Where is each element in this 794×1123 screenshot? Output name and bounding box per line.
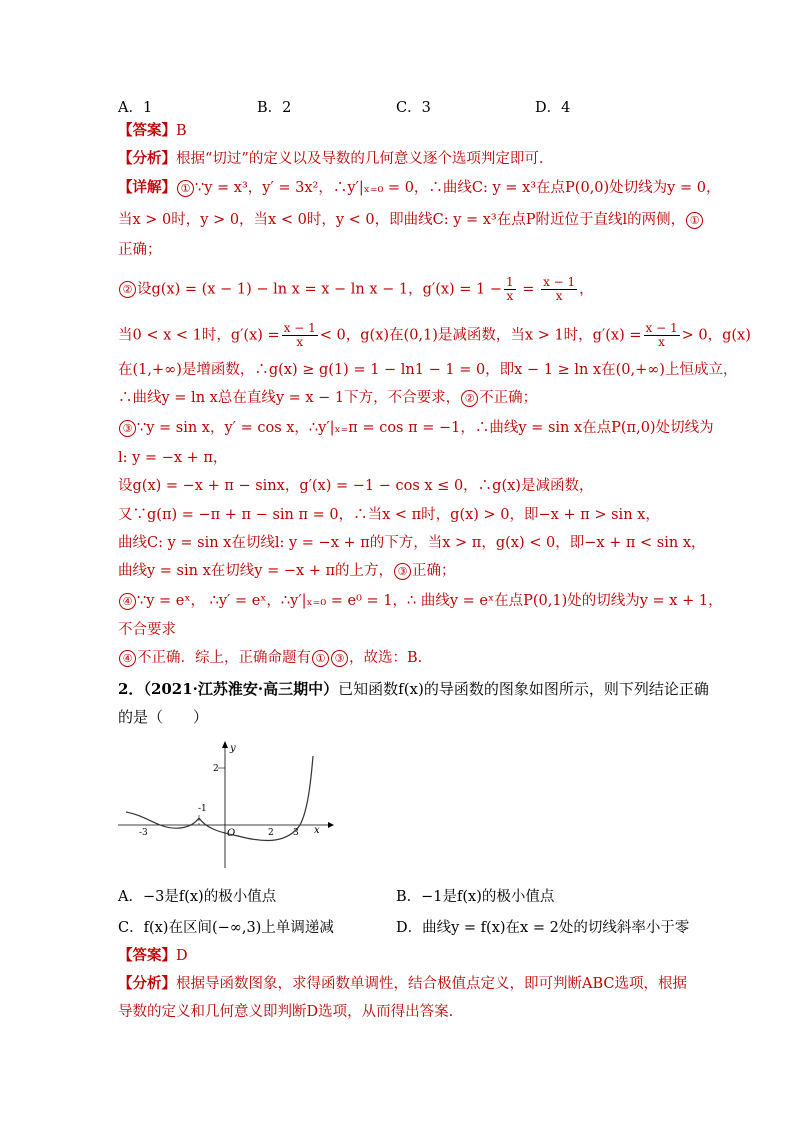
question-source: （2021·江苏淮安·高三期中） (143, 680, 339, 698)
q1-detail-line-5 (118, 322, 751, 349)
q1-detail-line-10 (118, 476, 593, 496)
detail-text: l: y = −x + π， (118, 450, 228, 466)
detail-text: 设g(x) = (x − 1) − ln x = x − ln x − 1，g′(x) = 1 − (137, 281, 503, 298)
circled-2: ② (461, 390, 478, 407)
circled-1: ① (686, 212, 703, 229)
q2-stem-line-1 (118, 679, 709, 699)
q1-option-b: B．2 (257, 100, 292, 116)
x-axis-arrow (328, 822, 334, 828)
circled-1: ① (312, 650, 329, 667)
detail-text: ∵y = sin x，y′ = cos x，∴y′|ₓ₌π = cos π = −1，∴曲线y = sin x在点P(π,0)处切线为 (137, 420, 714, 436)
y-axis-arrow (222, 741, 228, 748)
tick-label: 2 (268, 828, 274, 838)
analysis-text: 根据“切过”的定义以及导数的几何意义逐个选项判定即可. (176, 151, 544, 167)
frac-num: x − 1 (645, 321, 678, 335)
q1-detail-line-16 (118, 648, 422, 668)
analysis-text: 根据导函数图象，求得函数单调性，结合极值点定义，即可判断ABC选项，根据 (176, 976, 687, 992)
q1-detail-line-2 (118, 210, 704, 230)
q1-detail-line-8 (118, 418, 714, 438)
q1-detail-line-14 (118, 591, 723, 611)
fraction (644, 322, 680, 349)
tick-label: -3 (139, 828, 148, 838)
x-axis-label: x (314, 825, 320, 836)
frac-den: x (506, 289, 514, 303)
frac-den: x (296, 335, 304, 349)
q1-option-d: D．4 (535, 100, 571, 116)
circled-4: ④ (119, 593, 136, 610)
circled-4: ④ (119, 650, 136, 667)
frac-den: x (658, 335, 665, 349)
q2-analysis-line-1 (118, 974, 687, 994)
q1-option-a: A．1 (118, 100, 153, 116)
y-axis-label: y (230, 743, 236, 754)
question-stem: 的是（ ） (118, 708, 209, 726)
q1-detail-line-9 (118, 448, 227, 468)
frac-num: x − 1 (543, 275, 576, 289)
detail-text: 又∵g(π) = −π + π − sin π = 0，∴当x < π时，g(x) > 0，即−x + π > sin x， (118, 507, 660, 523)
detail-text: 当0 < x < 1时，g′(x) = (118, 327, 280, 344)
detail-text: 正确； (118, 242, 162, 258)
question-stem: 已知函数f(x)的导函数的图象如图所示，则下列结论正确 (338, 680, 709, 698)
analysis-tag: 【分析】 (118, 150, 176, 167)
frac-num: x − 1 (283, 321, 316, 335)
derivative-graph (118, 740, 338, 870)
detail-text: 不正确．综上，正确命题有 (137, 650, 311, 666)
circled-3: ③ (331, 650, 348, 667)
circled-2: ② (119, 281, 136, 298)
fraction (541, 276, 577, 303)
fraction (282, 322, 318, 349)
detail-text: 在(1,+∞)是增函数，∴g(x) ≥ g(1) = 1 − ln1 − 1 = 0，即x − 1 ≥ ln x在(0,+∞)上恒成立， (118, 362, 738, 378)
q1-option-c: C．3 (396, 100, 431, 116)
detail-text: ∴曲线y = ln x总在直线y = x − 1下方，不合要求， (118, 390, 461, 406)
detail-text: = (517, 281, 540, 298)
origin-label: O (227, 828, 236, 839)
q1-detail-line-7 (118, 388, 537, 408)
circled-3: ③ (394, 563, 411, 580)
analysis-tag: 【分析】 (118, 975, 176, 992)
fraction (504, 276, 516, 303)
detail-text: ∵y = eˣ， ∴y′ = eˣ，∴y′|ₓ₌₀ = e⁰ = 1，∴ 曲线y = eˣ在点P(0,1)处的切线为y = x + 1， (137, 593, 723, 609)
detail-text: 正确； (412, 563, 456, 579)
q2-answer-row (118, 946, 188, 966)
detail-text: > 0，g(x) (681, 327, 751, 344)
frac-den: x (555, 289, 563, 303)
tick-label: -1 (198, 804, 207, 814)
detail-text: 不合要求 (118, 622, 176, 638)
q1-detail-line-4 (118, 276, 594, 303)
detail-tag: 【详解】 (118, 179, 176, 196)
q1-detail-line-11 (118, 505, 660, 525)
q1-detail-line-3 (118, 240, 162, 260)
detail-text: 当x > 0时，y > 0，当x < 0时，y < 0，即曲线C: y = x³在点P附近位于直线l的两侧， (118, 212, 686, 228)
q2-option-d: D．曲线y = f(x)在x = 2处的切线斜率小于零 (396, 920, 690, 936)
q2-analysis-line-2 (118, 1002, 453, 1022)
circled-1: ① (177, 180, 194, 197)
detail-text: < 0，g(x)在(0,1)是减函数，当x > 1时，g′(x) = (319, 327, 642, 344)
q2-option-b: B．−1是f(x)的极小值点 (396, 889, 555, 905)
answer-tag: 【答案】 (118, 947, 176, 964)
q2-option-a: A．−3是f(x)的极小值点 (118, 889, 277, 905)
tick-label: 2 (213, 764, 219, 774)
detail-text: 曲线C: y = sin x在切线l: y = −x + π的下方，当x > π，g(x) < 0，即−x + π < sin x， (118, 535, 706, 551)
tick-label: 3 (293, 828, 299, 838)
detail-text: 设g(x) = −x + π − sinx，g′(x) = −1 − cos x ≤ 0，∴g(x)是减函数， (118, 478, 594, 494)
q1-detail-line-13 (118, 561, 456, 581)
detail-text: ∵y = x³，y′ = 3x²，∴y′|ₓ₌₀ = 0，∴曲线C: y = x³在点P(0,0)处切线为y = 0， (195, 180, 721, 196)
detail-text: ，故选：B. (349, 650, 423, 666)
analysis-text: 导数的定义和几何意义即判断D选项，从而得出答案. (118, 1004, 454, 1020)
detail-text: ， (579, 281, 594, 298)
q1-detail-line-6 (118, 360, 737, 380)
q1-detail-line-12 (118, 533, 706, 553)
derivative-curve (126, 756, 313, 841)
question-number: 2． (118, 680, 144, 698)
q2-stem-line-2 (118, 707, 208, 727)
q1-answer-row (118, 121, 187, 141)
detail-text: 不正确； (479, 390, 538, 406)
q1-detail-line-1 (118, 178, 720, 198)
q1-detail-line-15 (118, 620, 176, 640)
circled-3: ③ (119, 420, 136, 437)
q2-option-c: C．f(x)在区间(−∞,3)上单调递减 (118, 920, 334, 936)
answer-value: D (176, 948, 188, 964)
answer-value: B (176, 123, 187, 139)
q1-analysis-row (118, 149, 543, 169)
detail-text: 曲线y = sin x在切线y = −x + π的上方， (118, 563, 394, 579)
frac-num: 1 (506, 275, 514, 289)
answer-tag: 【答案】 (118, 122, 176, 139)
